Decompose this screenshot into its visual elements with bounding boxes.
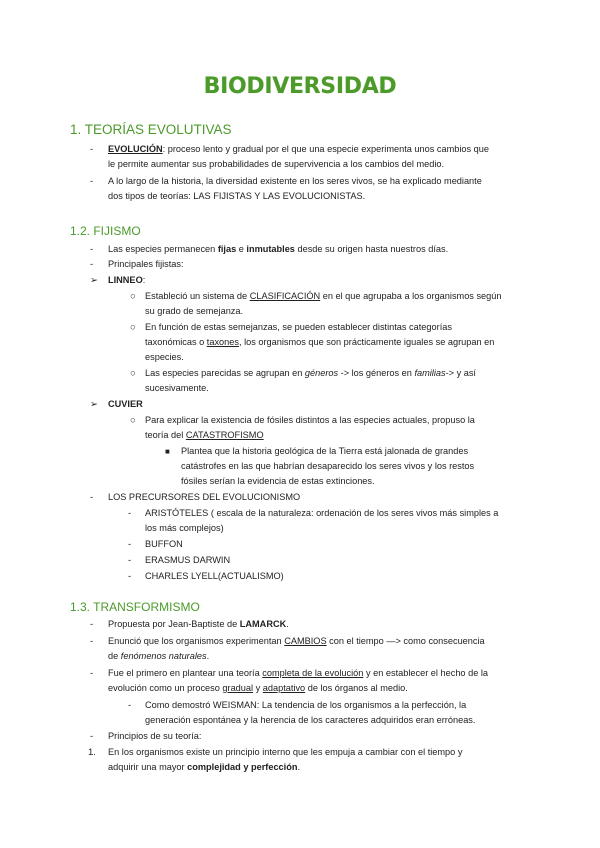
text-span: Las especies parecidas se agrupan en <box>145 368 305 378</box>
text-line <box>108 242 448 258</box>
term-familias: familias <box>414 368 446 378</box>
bullet-dash: - <box>90 492 94 503</box>
text-span: de los órganos al medio. <box>305 683 408 693</box>
text-line: Para explicar la existencia de fósiles distintos a las especies actuales, propuso la <box>145 415 475 425</box>
term-adaptativo: adaptativo <box>262 683 306 693</box>
text-line: su grado de semejanza. <box>145 306 244 316</box>
bullet-dash: - <box>90 668 94 679</box>
text-line <box>145 366 476 382</box>
bullet-dash: - <box>128 508 132 519</box>
term-evolucion: EVOLUCIÓN <box>108 144 163 154</box>
text-span: . <box>297 762 301 772</box>
page-title: BIODIVERSIDAD <box>203 74 397 99</box>
text-line: fósiles serían la evidencia de estas extinciones. <box>181 476 375 486</box>
text-span: -> los géneros en <box>338 368 415 378</box>
text-span: : proceso lento y gradual por el que una especie experimenta unos cambios que <box>162 144 489 154</box>
bullet-dash: - <box>90 144 94 155</box>
text-line: catástrofes en las que habrían desaparecido los seres vivos y los restos <box>181 461 475 471</box>
bullet-dash: - <box>90 619 94 630</box>
text-span: y en establecer el hecho de la <box>363 668 489 678</box>
text-line <box>108 397 143 413</box>
circle-bullet-icon: ○ <box>130 415 136 426</box>
text-span: evolución como un proceso <box>108 683 223 693</box>
text-line: Plantea que la historia geológica de la Tierra está jalonada de grandes <box>181 446 469 456</box>
term-complejidad: complejidad y perfección <box>187 762 298 772</box>
text-line: En función de estas semejanzas, se pueden establecer distintas categorías <box>145 322 452 332</box>
text-line <box>108 681 408 697</box>
text-span: adquirir una mayor <box>108 762 188 772</box>
text-line <box>108 649 209 665</box>
term-completa: completa de la evolución <box>262 668 364 678</box>
term-fijas: fijas <box>217 244 237 254</box>
text-span: , los organismos que son prácticamente iguales se agrupan en <box>238 337 495 347</box>
bullet-dash: - <box>90 176 94 187</box>
text-line <box>108 666 488 682</box>
text-line <box>108 142 489 158</box>
circle-bullet-icon: ○ <box>130 322 136 333</box>
arrow-bullet-icon: ➢ <box>90 399 98 410</box>
text-line: le permite aumentar sus probabilidades de supervivencia a los cambios del medio. <box>108 159 445 169</box>
square-bullet-icon: ■ <box>165 447 170 456</box>
text-line <box>108 617 289 633</box>
text-span: Fue el primero en plantear una teoría <box>108 668 263 678</box>
list-number: 1. <box>88 747 96 758</box>
text-line: En los organismos existe un principio interno que les empuja a cambiar con el tiempo y <box>108 747 463 757</box>
text-span: Las especies permanecen <box>108 244 218 254</box>
section-heading-transformismo: 1.3. TRANSFORMISMO <box>70 600 200 614</box>
section-heading-fijismo: 1.2. FIJISMO <box>70 224 141 238</box>
term-fenomenos: fenómenos naturales <box>120 651 207 661</box>
circle-bullet-icon: ○ <box>130 368 136 379</box>
term-lamarck: LAMARCK <box>239 619 287 629</box>
term-generos: géneros <box>304 368 339 378</box>
bullet-dash: - <box>128 700 132 711</box>
text-line: A lo largo de la historia, la diversidad existente en los seres vivos, se ha explicado mediante <box>108 176 482 186</box>
text-line: BUFFON <box>145 539 183 549</box>
term-gradual: gradual <box>222 683 254 693</box>
text-span: teoría del <box>145 430 186 440</box>
text-line <box>108 273 145 289</box>
text-span: Propuesta por Jean-Baptiste de <box>108 619 240 629</box>
text-line: sucesivamente. <box>145 383 209 393</box>
term-taxones: taxones <box>206 337 239 347</box>
term-inmutables: inmutables <box>246 244 295 254</box>
arrow-bullet-icon: ➢ <box>90 275 98 286</box>
bullet-dash: - <box>90 636 94 647</box>
text-span: . <box>286 619 289 629</box>
text-line: ERASMUS DARWIN <box>145 555 231 565</box>
bullet-dash: - <box>90 244 94 255</box>
text-span: desde su origen hasta nuestros días. <box>294 244 449 254</box>
text-span: taxonómicas o <box>145 337 207 347</box>
text-line: dos tipos de teorías: LAS FIJISTAS Y LAS EVOLUCIONISTAS. <box>108 191 366 201</box>
text-span: de <box>108 651 121 661</box>
text-span: : <box>142 275 146 285</box>
text-line: Principales fijistas: <box>108 259 184 269</box>
text-line <box>145 289 501 305</box>
text-span: . <box>206 651 210 661</box>
text-span: y <box>253 683 263 693</box>
bullet-dash: - <box>128 539 132 550</box>
text-span: Enunció que los organismos experimentan <box>108 636 285 646</box>
text-span: Estableció un sistema de <box>145 291 250 301</box>
text-line: generación espontánea y la herencia de los caracteres adquiridos eran erróneas. <box>145 715 476 725</box>
term-linneo: LINNEO <box>108 275 143 285</box>
text-span: -> y así <box>445 368 476 378</box>
text-line: ARISTÓTELES ( escala de la naturaleza: ordenación de los seres vivos más simples a <box>145 508 499 518</box>
text-line: Principios de su teoría: <box>108 731 202 741</box>
term-cambios: CAMBIOS <box>284 636 327 646</box>
circle-bullet-icon: ○ <box>130 291 136 302</box>
text-line <box>145 428 264 444</box>
text-span: e <box>236 244 247 254</box>
bullet-dash: - <box>90 259 94 270</box>
term-cuvier: CUVIER <box>108 399 143 409</box>
text-line <box>108 760 300 776</box>
text-span: en el que agrupaba a los organismos según <box>320 291 502 301</box>
bullet-dash: - <box>128 571 132 582</box>
text-span: con el tiempo —> como consecuencia <box>326 636 485 646</box>
term-clasificacion: CLASIFICACIÓN <box>249 291 321 301</box>
term-catastrofismo: CATASTROFISMO <box>185 430 264 440</box>
text-line: CHARLES LYELL(ACTUALISMO) <box>145 571 284 581</box>
text-line: los más complejos) <box>145 523 224 533</box>
text-line <box>145 335 494 351</box>
bullet-dash: - <box>128 555 132 566</box>
text-line: Como demostró WEISMAN: La tendencia de los organismos a la perfección, la <box>145 700 467 710</box>
text-line <box>108 634 485 650</box>
text-line: LOS PRECURSORES DEL EVOLUCIONISMO <box>108 492 301 502</box>
bullet-dash: - <box>90 731 94 742</box>
section-heading-teorias: 1. TEORÍAS EVOLUTIVAS <box>70 122 232 137</box>
text-line: especies. <box>145 352 184 362</box>
